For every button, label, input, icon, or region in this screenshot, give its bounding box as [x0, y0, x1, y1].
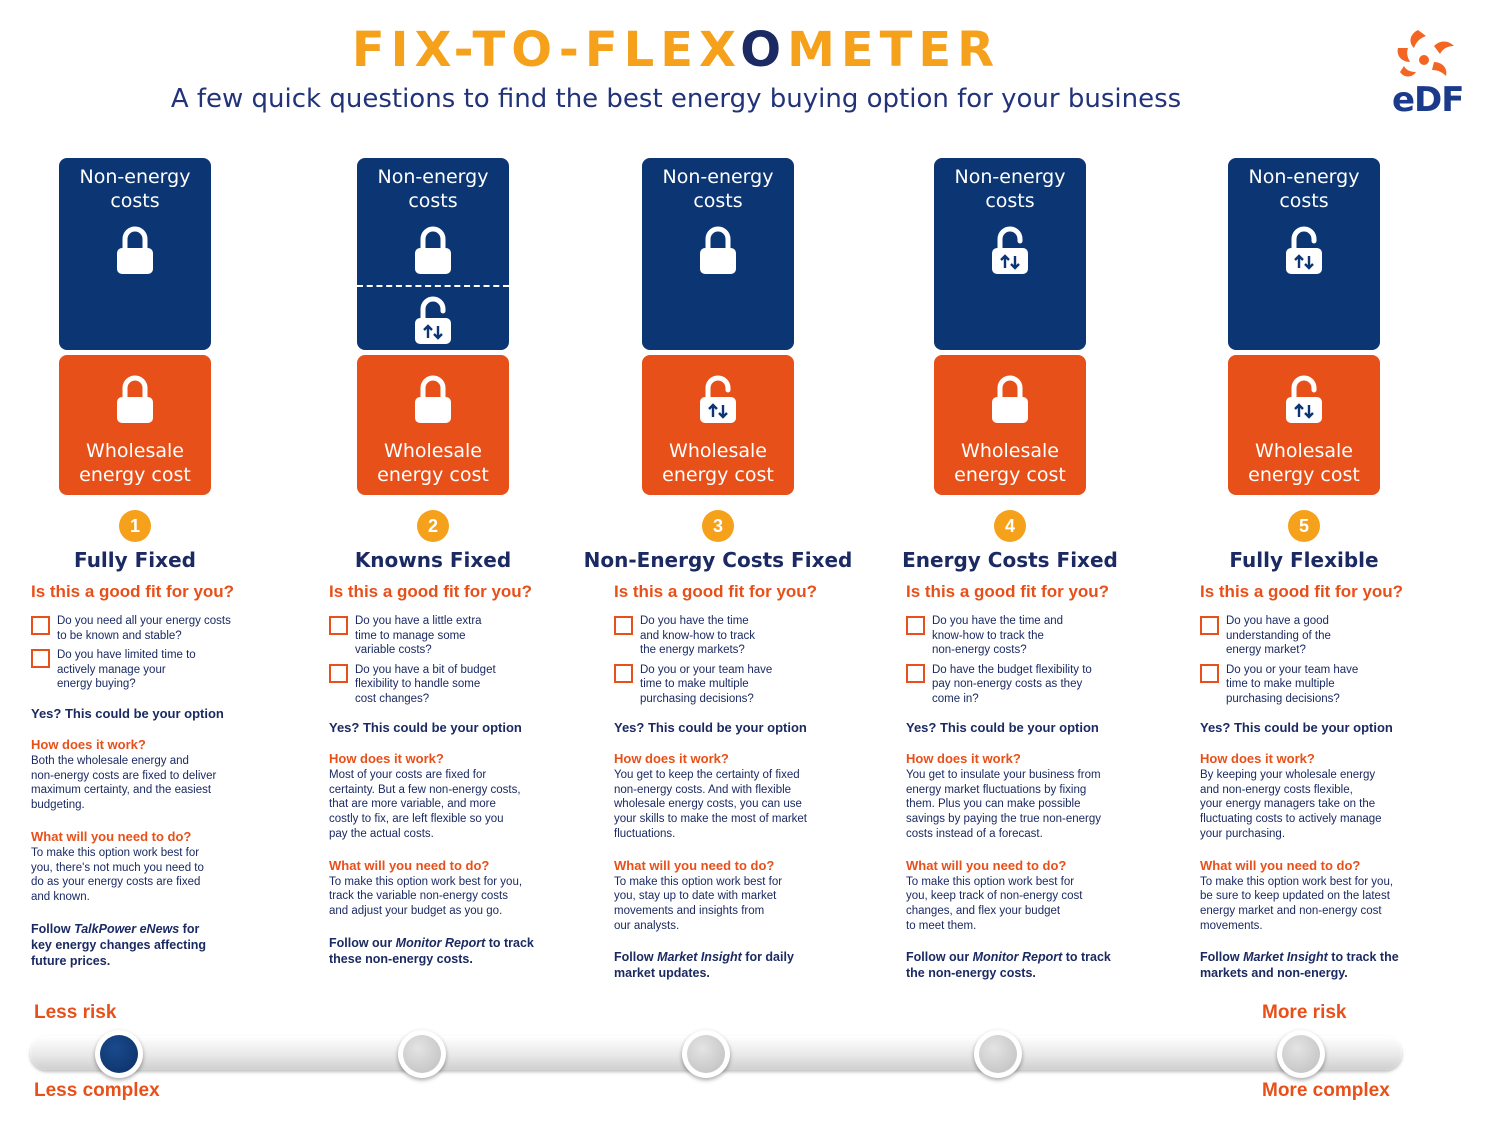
slider-stop-dot	[1282, 1035, 1320, 1073]
yes-option-text: Yes? This could be your option	[329, 720, 522, 735]
checkbox[interactable]	[614, 664, 633, 683]
option-title: Energy Costs Fixed	[902, 548, 1118, 572]
option-column	[283, 0, 583, 1000]
question-text: Do you need all your energy costs to be known and stable?	[57, 615, 231, 642]
wholesale-energy-cost-card: Wholesale energy cost	[642, 355, 794, 495]
wholesale-energy-cost-card: Wholesale energy cost	[59, 355, 211, 495]
question-text: Do you have a bit of budget flexibility to handle some cost changes?	[355, 663, 496, 705]
unlocked-lock-icon	[413, 294, 453, 346]
question-item	[31, 648, 261, 696]
option-title: Knowns Fixed	[354, 548, 512, 572]
checkbox[interactable]	[329, 616, 348, 635]
what-to-do-text: To make this option work best for you, keep track of non-energy cost changes, and flex your budget to meet them.	[906, 875, 1083, 932]
how-text: You get to insulate your business from energy market fluctuations by fixing them. Plus you can make possible savings by paying the true non-energy costs instead of a forecast.	[906, 769, 1101, 840]
checkbox[interactable]	[614, 616, 633, 635]
publication-link[interactable]: Market Insight	[657, 950, 742, 965]
what-to-do-text: To make this option work best for you, stay up to date with market movements and insights from our analysts.	[614, 875, 783, 932]
question-text: Do you have the time and know-how to track the non-energy costs?	[932, 615, 1064, 656]
option-number-badge: 3	[702, 510, 734, 542]
option-title: Fully Fixed	[74, 548, 196, 572]
less-complex-label: Less complex	[34, 1080, 160, 1101]
more-complex-label: More complex	[1262, 1080, 1390, 1101]
question-item	[329, 614, 559, 662]
what-to-do-heading: What will you need to do?	[31, 828, 192, 844]
question-text: Do have the budget flexibility to pay non-energy costs as they come in?	[932, 663, 1092, 705]
slider-stop-dot	[687, 1035, 725, 1073]
less-risk-label: Less risk	[34, 1002, 117, 1023]
publication-link[interactable]: TalkPower eNews	[74, 921, 180, 936]
checkbox[interactable]	[906, 616, 925, 635]
checkbox[interactable]	[906, 664, 925, 683]
question-text: Do you or your team have time to make multiple purchasing decisions?	[640, 663, 773, 705]
publication-link[interactable]: Market Insight	[1243, 950, 1328, 965]
question-text: Do you or your team have time to make multiple purchasing decisions?	[1226, 663, 1359, 705]
slider-stop-dot	[979, 1035, 1017, 1073]
question-text: Do you have the time and know-how to track the energy markets?	[640, 615, 756, 656]
non-energy-costs-card: Non-energy costs	[1228, 158, 1380, 350]
publication-link[interactable]: Monitor Report	[395, 935, 486, 950]
unlocked-lock-icon	[1284, 224, 1324, 276]
how-text: By keeping your wholesale energy and non-energy costs flexible, your energy managers take on the fluctuating costs to actively manage your purchasing.	[1200, 769, 1382, 840]
option-column	[860, 0, 1160, 1000]
checkbox[interactable]	[31, 616, 50, 635]
divider	[357, 285, 509, 287]
risk-slider-stop[interactable]	[398, 1030, 446, 1078]
follow-text: Follow our Monitor Report to track these non-energy costs.	[329, 935, 534, 966]
option-title: Fully Flexible	[1229, 548, 1379, 572]
yes-option-text: Yes? This could be your option	[1200, 720, 1393, 735]
yes-option-text: Yes? This could be your option	[31, 706, 224, 721]
question-item	[906, 614, 1136, 662]
how-text: You get to keep the certainty of fixed non-energy costs. And with flexible wholesale energy costs, you can use your skills to make the most of market fluctuations.	[614, 769, 808, 840]
risk-slider-stop[interactable]	[974, 1030, 1022, 1078]
how-heading: How does it work?	[1200, 751, 1315, 766]
option-number-badge: 2	[417, 510, 449, 542]
non-energy-costs-card: Non-energy costs	[59, 158, 211, 350]
page-subtitle: A few quick questions to find the best energy buying option for your business	[170, 84, 1182, 114]
follow-text: Follow Market Insight for daily market updates.	[614, 950, 794, 981]
how-heading: How does it work?	[31, 737, 146, 752]
wholesale-energy-cost-card: Wholesale energy cost	[934, 355, 1086, 495]
checkbox[interactable]	[1200, 616, 1219, 635]
slider-stop-dot	[100, 1035, 138, 1073]
what-to-do-heading: What will you need to do?	[614, 857, 775, 873]
lock-icon	[115, 224, 155, 276]
question-item	[1200, 663, 1430, 711]
what-to-do-text: To make this option work best for you, track the variable non-energy costs and adjust your budget as you go.	[329, 875, 523, 917]
good-fit-heading: Is this a good fit for you?	[614, 582, 818, 601]
edf-logo-text: eDF	[1392, 80, 1464, 120]
what-to-do-heading: What will you need to do?	[329, 857, 490, 873]
what-to-do-heading: What will you need to do?	[906, 857, 1067, 873]
option-column	[1154, 0, 1454, 1000]
checkbox[interactable]	[31, 649, 50, 668]
question-item	[614, 614, 844, 662]
question-text: Do you have a good understanding of the energy market?	[1226, 615, 1331, 656]
follow-text: Follow our Monitor Report to track the non-energy costs.	[906, 950, 1111, 981]
yes-option-text: Yes? This could be your option	[906, 720, 1099, 735]
lock-icon	[115, 373, 155, 425]
question-item	[31, 614, 261, 647]
lock-icon	[413, 373, 453, 425]
non-energy-costs-card: Non-energy costs	[934, 158, 1086, 350]
option-number-badge: 1	[119, 510, 151, 542]
what-to-do-text: To make this option work best for you, there's not much you need to do as your energy costs are fixed and known.	[31, 846, 204, 903]
follow-text: Follow Market Insight to track the markets and non-energy.	[1200, 950, 1399, 981]
slider-stop-dot	[403, 1035, 441, 1073]
yes-option-text: Yes? This could be your option	[614, 720, 807, 735]
lock-icon	[413, 224, 453, 276]
unlocked-lock-icon	[990, 224, 1030, 276]
option-number-badge: 5	[1288, 510, 1320, 542]
question-text: Do you have a little extra time to manage some variable costs?	[355, 615, 482, 656]
what-to-do-heading: What will you need to do?	[1200, 857, 1361, 873]
question-item	[329, 663, 559, 711]
option-column	[568, 0, 868, 1000]
page-title: FIX-TO-FLEXOMETER	[351, 22, 1001, 78]
checkbox[interactable]	[1200, 664, 1219, 683]
wholesale-energy-cost-card: Wholesale energy cost	[1228, 355, 1380, 495]
follow-text: Follow TalkPower eNews for key energy changes affecting future prices.	[31, 921, 207, 968]
more-risk-label: More risk	[1262, 1002, 1347, 1023]
question-item	[906, 663, 1136, 711]
unlocked-lock-icon	[1284, 373, 1324, 425]
how-text: Both the wholesale energy and non-energy costs are fixed to deliver maximum certainty, and the easiest budgeting.	[31, 755, 217, 812]
non-energy-costs-card: Non-energy costs	[642, 158, 794, 350]
lock-icon	[698, 224, 738, 276]
risk-slider-stop[interactable]	[95, 1030, 143, 1078]
risk-slider-stop[interactable]	[682, 1030, 730, 1078]
wholesale-energy-cost-card: Wholesale energy cost	[357, 355, 509, 495]
question-item	[1200, 614, 1430, 662]
option-number-badge: 4	[994, 510, 1026, 542]
non-energy-costs-card: Non-energy costs	[357, 158, 509, 350]
what-to-do-text: To make this option work best for you, be sure to keep updated on the latest energy market and non-energy cost movements.	[1200, 875, 1394, 932]
how-text: Most of your costs are fixed for certainty. But a few non-energy costs, that are more variable, and more costly to fix, are left flexible so you pay the actual costs.	[329, 769, 521, 840]
option-title: Non-Energy Costs Fixed	[583, 548, 853, 572]
question-item	[614, 663, 844, 711]
how-heading: How does it work?	[329, 751, 444, 766]
good-fit-heading: Is this a good fit for you?	[31, 582, 235, 601]
risk-slider-stop[interactable]	[1277, 1030, 1325, 1078]
how-heading: How does it work?	[614, 751, 729, 766]
option-column	[0, 0, 285, 1000]
checkbox[interactable]	[329, 664, 348, 683]
publication-link[interactable]: Monitor Report	[972, 950, 1063, 965]
good-fit-heading: Is this a good fit for you?	[906, 582, 1110, 601]
good-fit-heading: Is this a good fit for you?	[329, 582, 533, 601]
unlocked-lock-icon	[698, 373, 738, 425]
lock-icon	[990, 373, 1030, 425]
how-heading: How does it work?	[906, 751, 1021, 766]
good-fit-heading: Is this a good fit for you?	[1200, 582, 1404, 601]
question-text: Do you have limited time to actively manage your energy buying?	[57, 649, 196, 690]
